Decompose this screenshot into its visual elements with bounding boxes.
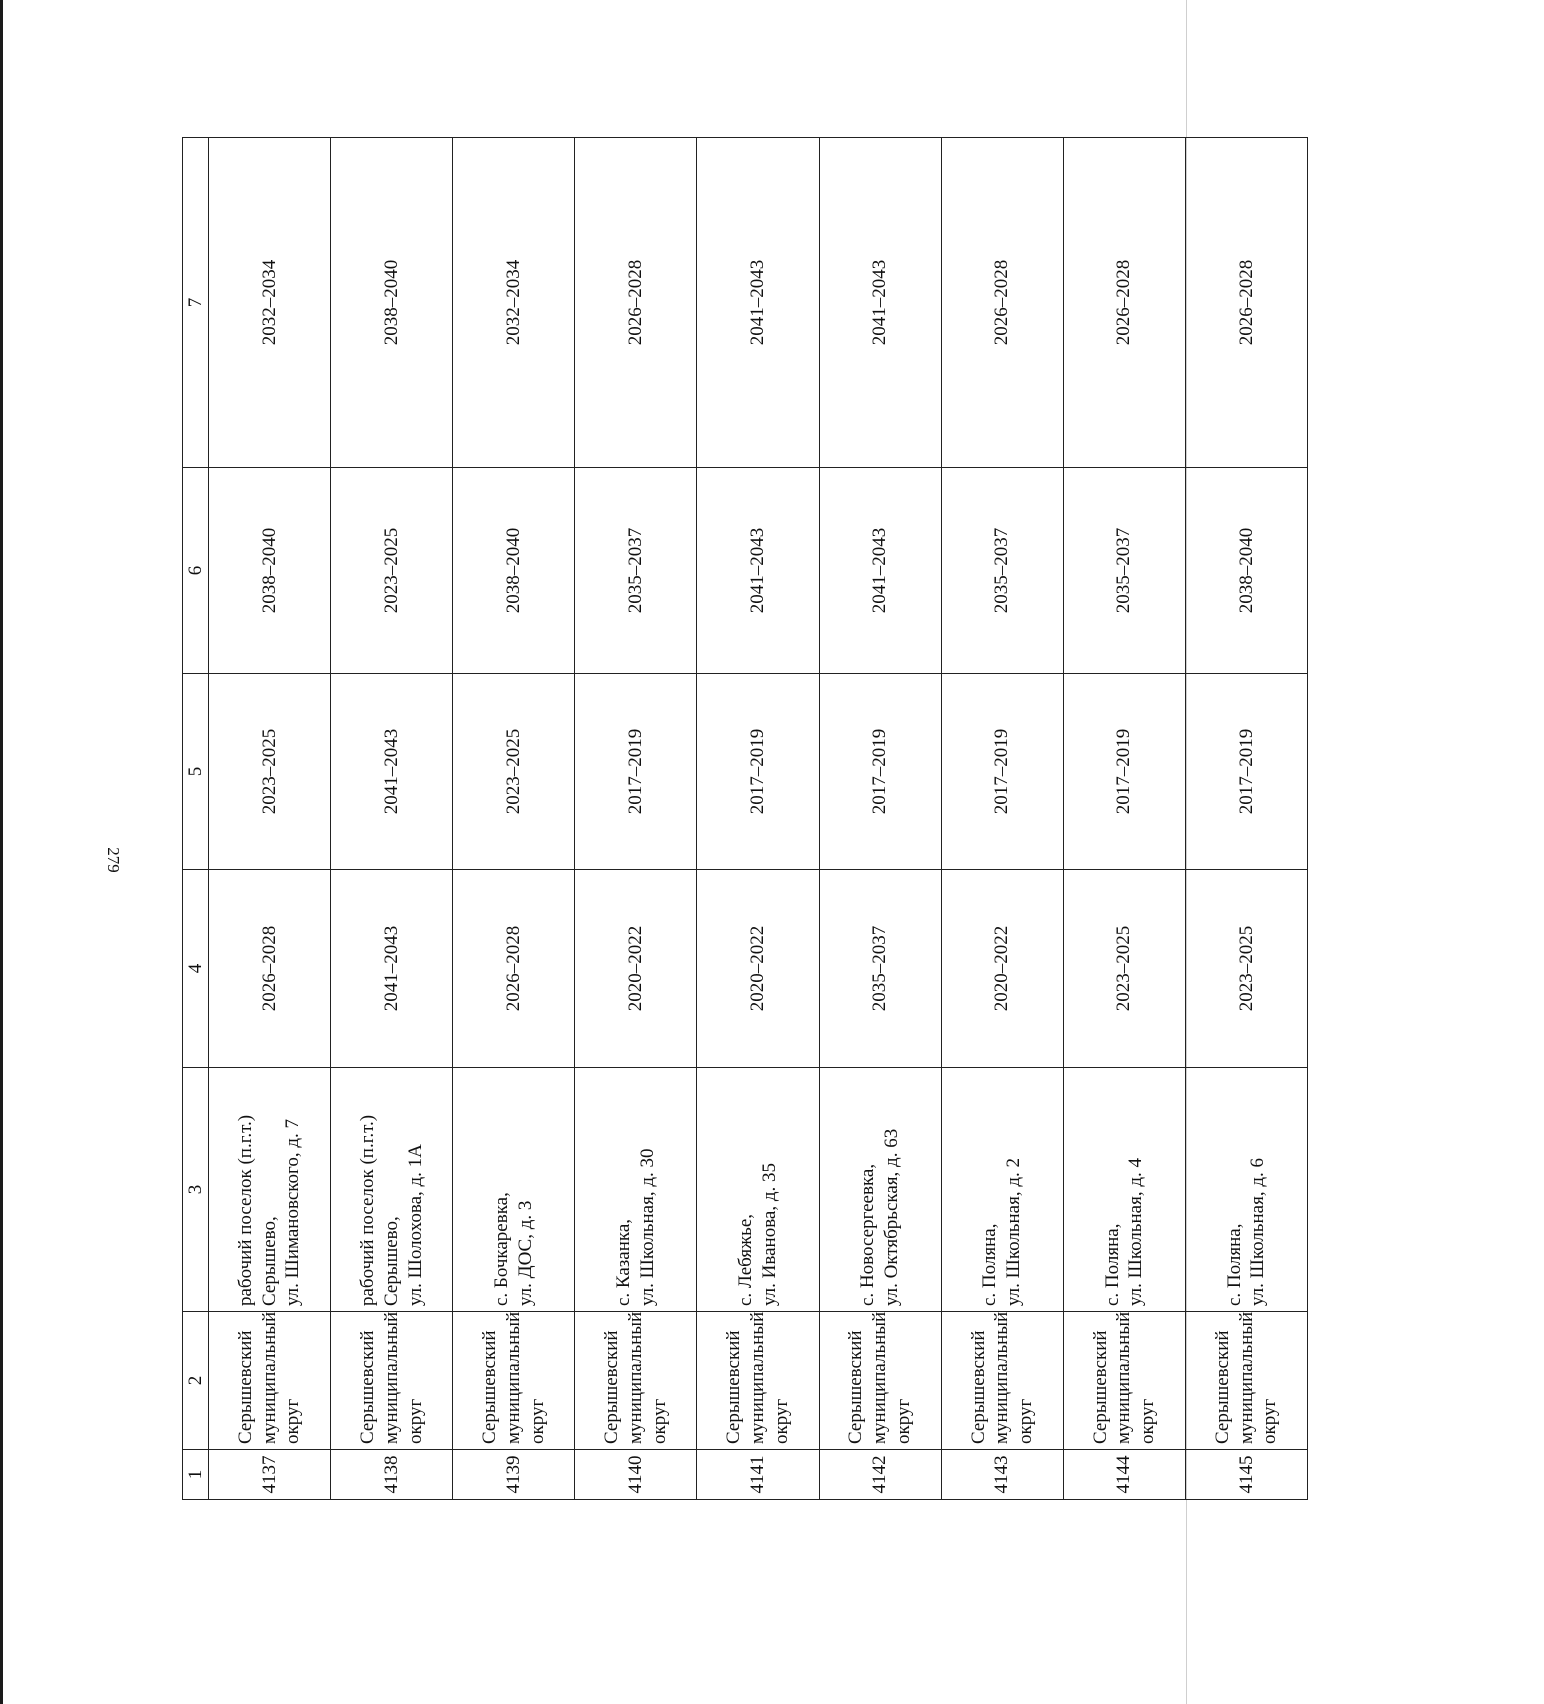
address-line: с. Новосергеевка, [857, 1163, 879, 1306]
district-line: Серышевский [845, 1330, 867, 1444]
period-cell-col6: 2041–2043 [697, 468, 819, 674]
district-line: Серышевский [1089, 1330, 1111, 1444]
district-line: округ [404, 1398, 426, 1444]
header-cell: 6 [183, 468, 209, 674]
address-line: ул. Шимановского, д. 7 [282, 1118, 304, 1306]
district-line: Серышевский [234, 1330, 256, 1444]
row-number-cell: 4141 [697, 1450, 819, 1500]
district-line: Серышевский [1211, 1330, 1233, 1444]
period-cell-col5: 2017–2019 [697, 674, 819, 870]
district-line: округ [648, 1398, 670, 1444]
header-cell: 4 [183, 870, 209, 1068]
header-cell: 3 [183, 1068, 209, 1312]
row-number-cell: 4142 [819, 1450, 941, 1500]
table-row [819, 138, 941, 1500]
district-line: Серышевский [601, 1330, 623, 1444]
district-line: муниципальный [991, 1311, 1013, 1444]
row-number-cell: 4138 [331, 1450, 453, 1500]
district-line: округ [282, 1398, 304, 1444]
district-line: Серышевский [357, 1330, 379, 1444]
rotated-table-container [182, 138, 1308, 1500]
district-cell [331, 1312, 453, 1450]
period-cell-col4: 2023–2025 [1185, 870, 1307, 1068]
district-cell [575, 1312, 697, 1450]
period-cell-col5: 2017–2019 [1063, 674, 1185, 870]
table-row [1063, 138, 1185, 1500]
address-line: ул. Школьная, д. 30 [636, 1148, 658, 1306]
table-row [697, 138, 819, 1500]
period-cell-col6: 2038–2040 [209, 468, 331, 674]
address-line: ул. Школьная, д. 2 [1003, 1158, 1025, 1306]
address-cell [331, 1068, 453, 1312]
period-cell-col7: 2032–2034 [209, 138, 331, 468]
table-body [209, 138, 1308, 1500]
period-cell-col7: 2041–2043 [819, 138, 941, 468]
period-cell-col7: 2026–2028 [1185, 138, 1307, 468]
row-number-cell: 4137 [209, 1450, 331, 1500]
period-cell-col5: 2017–2019 [941, 674, 1063, 870]
period-cell-col7: 2026–2028 [941, 138, 1063, 468]
district-line: муниципальный [625, 1311, 646, 1444]
period-cell-col6: 2035–2037 [1063, 468, 1185, 674]
district-cell [819, 1312, 941, 1450]
row-number-cell: 4145 [1185, 1450, 1307, 1500]
address-line: ул. Иванова, д. 35 [758, 1162, 780, 1306]
table-row [209, 138, 331, 1500]
address-line: с. Бочкаревка, [491, 1192, 513, 1306]
district-line: округ [770, 1398, 792, 1444]
district-cell [697, 1312, 819, 1450]
period-cell-col4: 2020–2022 [697, 870, 819, 1068]
period-cell-col5: 2041–2043 [331, 674, 453, 870]
address-line: Серышево, [258, 1216, 280, 1306]
period-cell-col7: 2026–2028 [575, 138, 697, 468]
address-cell [575, 1068, 697, 1312]
period-cell-col4: 2026–2028 [209, 870, 331, 1068]
district-line: муниципальный [380, 1311, 402, 1444]
register-table [182, 137, 1308, 1500]
period-cell-col4: 2023–2025 [1063, 870, 1185, 1068]
district-line: муниципальный [258, 1311, 280, 1444]
address-line: ул. Шолохова, д. 1А [404, 1144, 426, 1306]
row-number-cell: 4144 [1063, 1450, 1185, 1500]
district-line: муниципальный [747, 1311, 769, 1444]
district-line: муниципальный [1113, 1311, 1135, 1444]
address-cell [209, 1068, 331, 1312]
table-row [575, 138, 697, 1500]
address-line: с. Поляна, [1101, 1223, 1123, 1306]
district-line: Серышевский [723, 1330, 745, 1444]
period-cell-col5: 2017–2019 [575, 674, 697, 870]
district-cell [1063, 1312, 1185, 1450]
district-cell [209, 1312, 331, 1450]
district-line: округ [1259, 1398, 1281, 1444]
district-line: Серышевский [479, 1330, 501, 1444]
address-line: ул. ДОС, д. 3 [514, 1200, 536, 1306]
district-line: муниципальный [869, 1311, 891, 1444]
district-line: округ [892, 1398, 914, 1444]
period-cell-col4: 2035–2037 [819, 870, 941, 1068]
period-cell-col6: 2038–2040 [1185, 468, 1307, 674]
period-cell-col5: 2017–2019 [1185, 674, 1307, 870]
period-cell-col5: 2023–2025 [453, 674, 575, 870]
address-line: ул. Школьная, д. 6 [1247, 1158, 1269, 1306]
period-cell-col7: 2041–2043 [697, 138, 819, 468]
period-cell-col6: 2038–2040 [453, 468, 575, 674]
address-cell [941, 1068, 1063, 1312]
table-row [331, 138, 453, 1500]
period-cell-col4: 2020–2022 [575, 870, 697, 1068]
period-cell-col4: 2026–2028 [453, 870, 575, 1068]
row-number-cell: 4139 [453, 1450, 575, 1500]
address-line: ул. Школьная, д. 4 [1125, 1158, 1147, 1306]
address-cell [453, 1068, 575, 1312]
address-line: рабочий поселок (п.г.т.) [357, 1114, 379, 1306]
table-row [941, 138, 1063, 1500]
table-area [182, 138, 1544, 1494]
period-cell-col6: 2035–2037 [941, 468, 1063, 674]
header-cell: 2 [183, 1312, 209, 1450]
address-line: ул. Октябрьская, д. 63 [881, 1128, 903, 1306]
period-cell-col7: 2038–2040 [331, 138, 453, 468]
district-line: Серышевский [967, 1330, 989, 1444]
address-line: Серышево, [380, 1216, 402, 1306]
period-cell-col7: 2026–2028 [1063, 138, 1185, 468]
district-line: округ [1137, 1398, 1159, 1444]
header-row [183, 138, 209, 1500]
district-line: муниципальный [502, 1311, 524, 1444]
header-cell: 5 [183, 674, 209, 870]
district-cell [453, 1312, 575, 1450]
header-cell: 7 [183, 138, 209, 468]
address-cell [819, 1068, 941, 1312]
address-cell [1185, 1068, 1307, 1312]
scan-edge-left [0, 0, 3, 1704]
address-line: с. Казанка, [613, 1218, 635, 1306]
district-line: муниципальный [1235, 1311, 1257, 1444]
period-cell-col6: 2023–2025 [331, 468, 453, 674]
district-cell [941, 1312, 1063, 1450]
period-cell-col4: 2041–2043 [331, 870, 453, 1068]
district-line: округ [526, 1398, 548, 1444]
period-cell-col6: 2035–2037 [575, 468, 697, 674]
period-cell-col7: 2032–2034 [453, 138, 575, 468]
district-line: округ [1015, 1398, 1037, 1444]
address-line: с. Лебяжье, [735, 1213, 757, 1306]
address-line: рабочий поселок (п.г.т.) [234, 1114, 256, 1306]
table-row [453, 138, 575, 1500]
address-line: с. Поляна, [979, 1223, 1001, 1306]
period-cell-col5: 2017–2019 [819, 674, 941, 870]
district-cell [1185, 1312, 1307, 1450]
row-number-cell: 4140 [575, 1450, 697, 1500]
page-number: 279 [104, 847, 123, 873]
row-number-cell: 4143 [941, 1450, 1063, 1500]
address-cell [697, 1068, 819, 1312]
address-cell [1063, 1068, 1185, 1312]
address-line: с. Поляна, [1223, 1223, 1245, 1306]
header-cell: 1 [183, 1450, 209, 1500]
period-cell-col6: 2041–2043 [819, 468, 941, 674]
period-cell-col5: 2023–2025 [209, 674, 331, 870]
table-row [1185, 138, 1307, 1500]
period-cell-col4: 2020–2022 [941, 870, 1063, 1068]
